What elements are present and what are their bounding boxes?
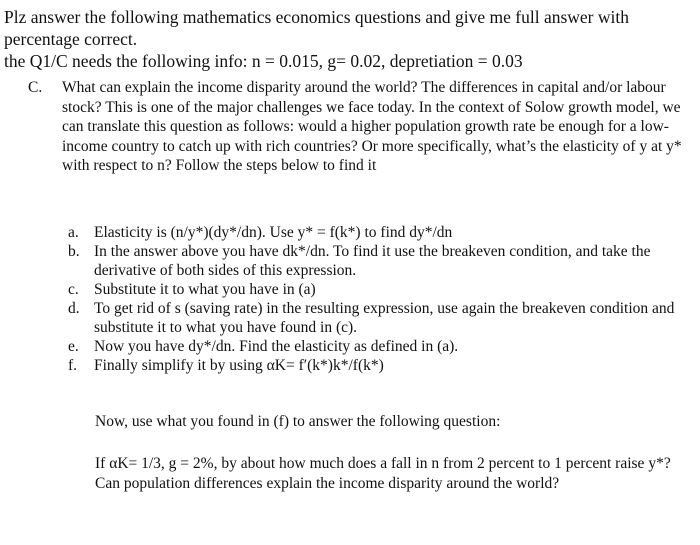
- question-prompt-block: [95, 412, 695, 432]
- step-f: [68, 356, 693, 375]
- step-text: Now you have dy*/dn. Find the elasticity as defined in (a).: [94, 338, 459, 355]
- step-d: [68, 299, 693, 337]
- step-a: [68, 223, 693, 242]
- section-c-label: C.: [28, 79, 43, 96]
- step-label: b.: [68, 243, 80, 260]
- step-label: d.: [68, 300, 80, 317]
- step-label: c.: [68, 281, 79, 298]
- step-label: a.: [68, 224, 79, 241]
- step-text: To get rid of s (saving rate) in the resulting expression, use again the breakeven condition and substitute it to what you have found in (c).: [94, 300, 675, 336]
- step-c: [68, 280, 693, 299]
- intro-line-1: Plz answer the following mathematics economics questions and give me full answer with: [4, 7, 629, 27]
- step-text: In the answer above you have dk*/dn. To find it use the breakeven condition, and take the derivative of both sides of this expression.: [94, 243, 651, 279]
- section-c-text: What can explain the income disparity around the world? The differences in capital and/or labour stock? This is one of the major challenges we face today. In the context of Solow growth model, we can translate this question as follows: would a higher population growth rate be enough for a low-income country to catch up with rich countries? Or more specifically, what’s the elasticity of y at y* with respect to n? Follow the steps below to find it: [62, 79, 682, 174]
- step-e: [68, 337, 693, 356]
- intro-line-3: the Q1/C needs the following info: n = 0.015, g= 0.02, depretiation = 0.03: [4, 51, 523, 71]
- step-text: Finally simplify it by using αK= f′(k*)k*/f(k*): [94, 357, 384, 374]
- section-c: [28, 78, 688, 176]
- intro-line-2: percentage correct.: [4, 29, 138, 49]
- step-label: e.: [68, 338, 79, 355]
- question-prompt: Now, use what you found in (f) to answer the following question:: [95, 413, 501, 430]
- question-block: [95, 454, 695, 493]
- step-label: f.: [68, 357, 78, 374]
- step-b: [68, 242, 693, 280]
- question-text: If αK= 1/3, g = 2%, by about how much does a fall in n from 2 percent to 1 percent raise y*? Can population differences explain the income disparity around the world?: [95, 455, 671, 492]
- step-text: Elasticity is (n/y*)(dy*/dn). Use y* = f(k*) to find dy*/dn: [94, 224, 453, 241]
- intro-block: [4, 6, 694, 72]
- step-text: Substitute it to what you have in (a): [94, 281, 316, 298]
- steps-list: [68, 223, 693, 375]
